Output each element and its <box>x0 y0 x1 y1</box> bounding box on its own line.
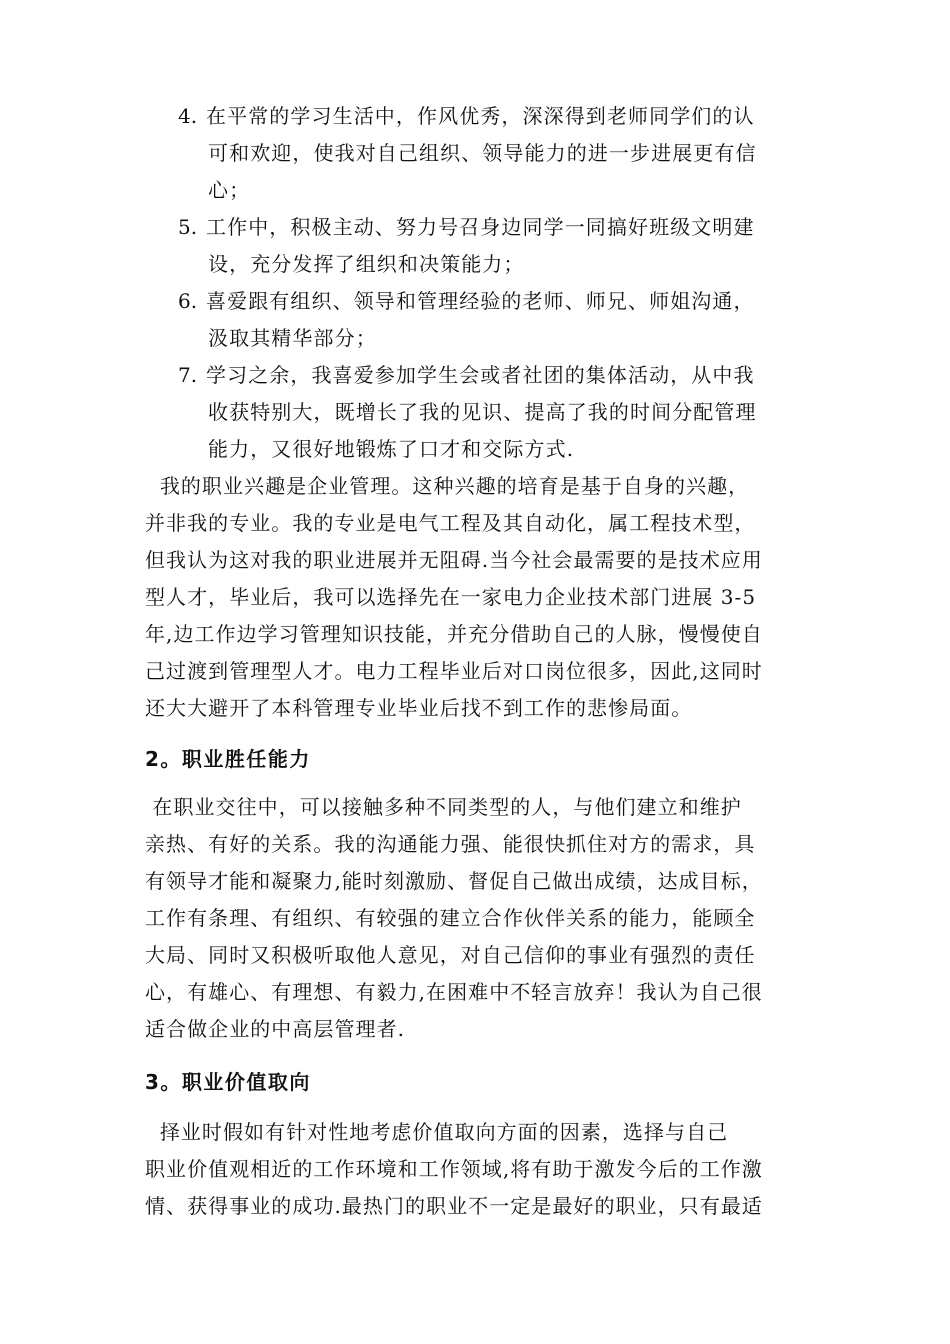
paragraph-line: 工作有条理、有组织、有较强的建立合作伙伴关系的能力，能顾全 <box>145 906 756 930</box>
list-item-4 <box>178 98 818 209</box>
list-item-5 <box>178 209 818 283</box>
list-number: 4. <box>178 104 198 128</box>
list-line: 喜爱跟有组织、领导和管理经验的老师、师兄、师姐沟通， <box>206 289 755 313</box>
list-number: 5. <box>178 215 198 239</box>
paragraph-line: 职业价值观相近的工作环境和工作领域,将有助于激发今后的工作激 <box>145 1157 763 1181</box>
paragraph-career-competence <box>145 789 825 1048</box>
paragraph-line: 亲热、有好的关系。我的沟通能力强、能很快抓住对方的需求，具 <box>145 832 756 856</box>
paragraph-line: 型人才，毕业后，我可以选择先在一家电力企业技术部门进展 3-5 <box>145 585 757 609</box>
paragraph-line: 年,边工作边学习管理知识技能，并充分借助自己的人脉，慢慢使自 <box>145 622 763 646</box>
paragraph-line: 但我认为这对我的职业进展并无阻碍.当今社会最需要的是技术应用 <box>145 548 763 572</box>
paragraph-line: 适合做企业的中高层管理者. <box>145 1017 406 1041</box>
list-line: 学习之余，我喜爱参加学生会或者社团的集体活动，从中我 <box>206 363 755 387</box>
list-item-6 <box>178 283 818 357</box>
section-heading-competence: 2。职业胜任能力 <box>145 747 311 771</box>
paragraph-line: 有领导才能和凝聚力,能时刻激励、督促自己做出成绩，达成目标， <box>145 869 763 893</box>
list-line: 心； <box>208 178 251 202</box>
paragraph-line: 我的职业兴趣是企业管理。这种兴趣的培育是基于自身的兴趣， <box>145 474 750 498</box>
list-line: 工作中，积极主动、努力号召身边同学一同搞好班级文明建 <box>206 215 755 239</box>
paragraph-line: 心，有雄心、有理想、有毅力,在困难中不轻言放弃！我认为自己很 <box>145 980 763 1004</box>
list-line: 能力，又很好地锻炼了口才和交际方式. <box>208 437 575 461</box>
paragraph-line: 情、获得事业的成功.最热门的职业不一定是最好的职业，只有最适 <box>145 1194 763 1218</box>
list-line: 收获特别大，既增长了我的见识、提高了我的时间分配管理 <box>208 400 757 424</box>
list-number: 7. <box>178 363 198 387</box>
paragraph-line: 己过渡到管理型人才。电力工程毕业后对口岗位很多，因此,这同时 <box>145 659 763 683</box>
list-line: 设，充分发挥了组织和决策能力； <box>208 252 525 276</box>
paragraph-career-values <box>145 1114 825 1225</box>
list-line: 汲取其精华部分； <box>208 326 377 350</box>
list-line: 可和欢迎，使我对自己组织、领导能力的进一步进展更有信 <box>208 141 757 165</box>
paragraph-line: 并非我的专业。我的专业是电气工程及其自动化，属工程技术型， <box>145 511 756 535</box>
list-number: 6. <box>178 289 198 313</box>
paragraph-line: 还大大避开了本科管理专业毕业后找不到工作的悲惨局面。 <box>145 696 693 720</box>
section-heading-values: 3。职业价值取向 <box>145 1070 311 1094</box>
paragraph-career-interest <box>145 468 825 727</box>
paragraph-line: 大局、同时又积极听取他人意见，对自己信仰的事业有强烈的责任 <box>145 943 756 967</box>
list-item-7 <box>178 357 818 468</box>
paragraph-line: 在职业交往中，可以接触多种不同类型的人，与他们建立和维护 <box>145 795 742 819</box>
paragraph-line: 择业时假如有针对性地考虑价值取向方面的因素，选择与自己 <box>145 1120 729 1144</box>
list-line: 在平常的学习生活中，作风优秀，深深得到老师同学们的认 <box>206 104 755 128</box>
